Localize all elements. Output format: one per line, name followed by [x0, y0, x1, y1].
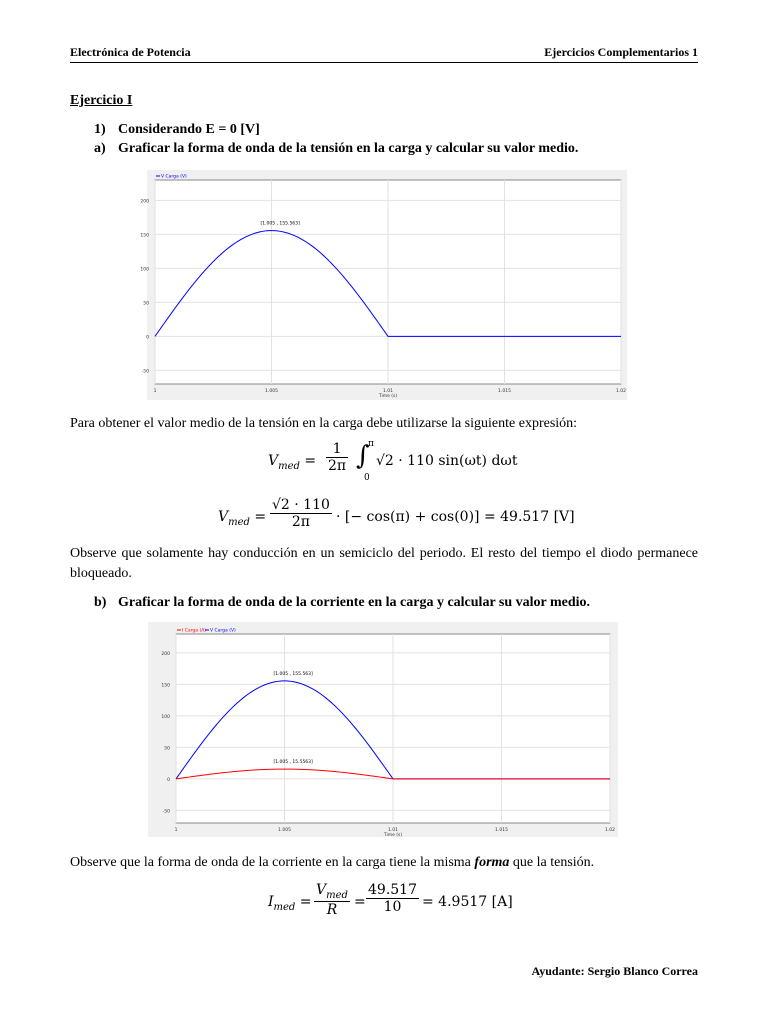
y-tick-label: -50: [162, 809, 170, 815]
x-tick-label: 1.01: [382, 389, 394, 394]
eq2-den: 2π: [291, 514, 310, 530]
voltage-chart: [140, 170, 627, 400]
eq2-sub: med: [228, 516, 250, 528]
eq3-f2-den: 10: [383, 899, 402, 915]
header-course: Electrónica de Potencia: [70, 45, 191, 59]
y-tick-label: -50: [141, 369, 149, 375]
current-voltage-chart: [148, 622, 618, 837]
data-label: [1.005 , 15.5563]: [273, 760, 313, 766]
eq3-f1-num-sub: med: [326, 889, 348, 901]
item-b: [94, 595, 694, 615]
x-tick-label: 1.015: [495, 828, 508, 833]
legend-entry: V Carga (V): [210, 628, 236, 634]
x-tick-label: 1: [174, 828, 178, 833]
paragraph-3-text: Observe que la forma de onda de la corriente en la carga tiene la misma: [70, 855, 475, 870]
paragraph-3-text-end: que la tensión.: [509, 855, 595, 870]
y-tick-label: 100: [161, 714, 170, 720]
item-a: [94, 141, 694, 161]
eq1-num: 1: [326, 441, 348, 458]
y-tick-label: 50: [143, 301, 149, 307]
eq3-f2-num: 49.517: [368, 882, 417, 898]
eq1-upper: π: [368, 439, 374, 449]
eq1-lhs: V: [268, 453, 279, 469]
data-label: [1.005 , 155.563]: [260, 221, 300, 227]
x-tick-label: 1.005: [278, 828, 291, 833]
eq3-rest: = 4.9517 [A]: [422, 894, 513, 910]
equation-1: $V_{med}$ = $\frac{1}{2\pi}$ ∫ π 0 √2 · 110 sin(ωt) dωt: [268, 439, 518, 483]
item-number: a): [94, 141, 106, 156]
section-title: Ejercicio I: [70, 93, 133, 108]
y-tick-label: 50: [164, 746, 170, 752]
eq3-sub: med: [273, 901, 296, 913]
legend-entry: I Carga (A): [182, 628, 207, 634]
paragraph-3: [70, 853, 594, 873]
eq2-rest: · [− cos(π) + cos(0)] = 49.517 [V]: [336, 509, 575, 525]
x-tick-label: 1.01: [387, 828, 399, 833]
eq1-integrand: √2 · 110 sin(ωt) dωt: [376, 453, 518, 469]
eq3-f1-num: V: [316, 882, 327, 898]
footer-author: Ayudante: Sergio Blanco Correa: [531, 964, 698, 978]
item-text: Graficar la forma de onda de la tensión en la carga y calcular su valor medio.: [118, 141, 579, 156]
y-tick-label: 0: [146, 335, 149, 341]
equation-3: $I_{med}$ = $V_{med}$ R = $\frac{49.517}{10}$ = 4.9517 [A]: [268, 882, 513, 918]
x-tick-label: 1.02: [615, 389, 627, 394]
x-tick-label: 1: [153, 389, 157, 394]
y-tick-label: 150: [140, 233, 149, 239]
eq2-num: √2 · 110: [272, 497, 330, 513]
item-number: b): [94, 595, 107, 610]
y-tick-label: 0: [167, 777, 170, 783]
x-axis-label: Time (s): [378, 394, 398, 399]
paragraph-2: Observe que solamente hay conducción en un semiciclo del periodo. El resto del tiempo el diodo permanece bloqueado.: [70, 546, 698, 581]
y-tick-label: 150: [161, 683, 170, 689]
page-header: [70, 44, 698, 63]
eq1-den: 2π: [328, 458, 347, 474]
header-doc-title: Ejercicios Complementarios 1: [544, 45, 698, 59]
eq2-lhs: V: [218, 509, 229, 525]
legend-entry: V Carga (V): [161, 174, 187, 180]
data-label: [1.005 , 155.563]: [273, 671, 313, 677]
x-tick-label: 1.005: [265, 389, 278, 394]
eq3-lhs: I: [268, 894, 274, 910]
item-number: 1): [94, 122, 106, 137]
x-axis-label: Time (s): [383, 833, 403, 838]
x-tick-label: 1.015: [498, 389, 511, 394]
equation-2: $V_{med}$ = $\frac{√2 \cdot 110}{2\pi}$ · [− cos(π) + cos(0)] = 49.517 [V]: [218, 497, 575, 530]
y-tick-label: 200: [140, 199, 149, 205]
x-tick-label: 1.02: [604, 828, 616, 833]
eq3-f1-den: R: [326, 901, 338, 918]
paragraph-1: Para obtener el valor medio de la tensión en la carga debe utilizarse la siguiente expresión:: [70, 416, 578, 431]
item-text: Graficar la forma de onda de la corriente en la carga y calcular su valor medio.: [118, 595, 591, 610]
y-tick-label: 200: [161, 651, 170, 657]
item-1: [94, 122, 694, 142]
eq1-lower: 0: [364, 473, 370, 483]
item-text: Considerando E = 0 [V]: [118, 122, 260, 137]
eq1-sub: med: [278, 460, 300, 472]
y-tick-label: 100: [140, 267, 149, 273]
paragraph-3-emphasis: forma: [474, 855, 510, 870]
